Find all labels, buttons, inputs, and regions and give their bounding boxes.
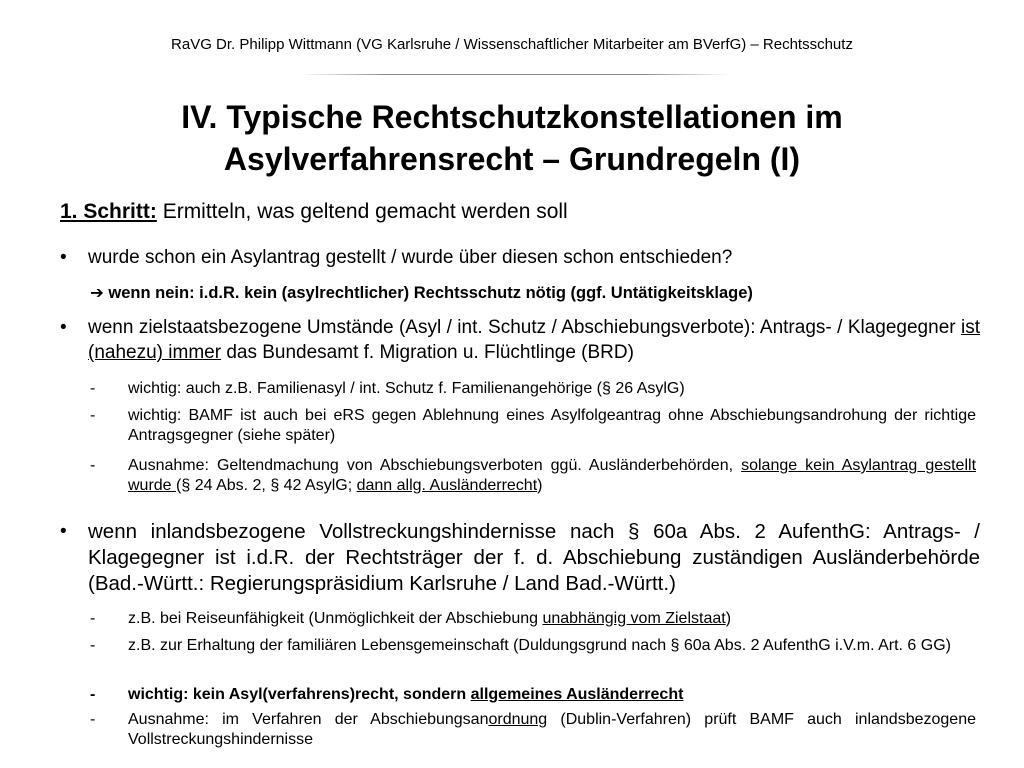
header-divider xyxy=(300,74,730,75)
text-part: wichtig: kein Asyl(verfahrens)recht, sondern xyxy=(128,686,471,703)
sub-item xyxy=(90,685,976,705)
bullet-text xyxy=(88,315,980,365)
sub-item xyxy=(90,379,976,399)
text-underlined: dann allg. Ausländerrecht xyxy=(356,477,538,494)
step-label: 1. Schritt: xyxy=(60,200,157,223)
bullet-domestic-obstacles xyxy=(60,519,980,597)
text-part: Ausnahme: im Verfahren der Abschiebungsan xyxy=(128,711,489,728)
sub-item-text xyxy=(128,685,976,705)
bullet-destination-state xyxy=(60,315,980,365)
dash-marker: - xyxy=(90,380,96,397)
text-part: (Dublin-Verfahren) prüft BAMF auch inlandsbezogene Vollstreckungshindernisse xyxy=(128,711,976,748)
bullet-consequence xyxy=(90,283,753,303)
bullet-marker: • xyxy=(60,247,67,268)
arrow-icon: ➔ xyxy=(90,284,104,302)
text-underlined: allgemeines Ausländerrecht xyxy=(470,686,684,703)
text-underlined: unabhängig vom Zielstaat xyxy=(542,610,726,627)
bullet-asylum-application xyxy=(60,245,980,270)
text-underlined: solange kein Asylantrag gestellt wurde xyxy=(128,457,977,494)
dash-marker: - xyxy=(90,457,96,474)
text-part: z.B. bei Reiseunfähigkeit (Unmöglichkeit der Abschiebung xyxy=(128,610,543,627)
title-line-2: Asylverfahrensrecht – Grundregeln (I) xyxy=(223,141,801,177)
dash-marker: - xyxy=(90,610,96,627)
bullet-text: wenn inlandsbezogene Vollstreckungshindernisse nach § 60a Abs. 2 AufenthG: Antrags- / Klagegegner ist i.d.R. der Rechtsträger der f. d. Abschiebung zuständigen Ausländerbehörde (Bad.-Württ.: Regierungspräsidium Karlsruhe / Land Bad.-Württ.) xyxy=(88,520,980,595)
sub-item-text xyxy=(128,456,976,496)
step-text: Ermitteln, was geltend gemacht werden soll xyxy=(156,200,568,223)
sub-item xyxy=(90,456,976,496)
consequence-text: wenn nein: i.d.R. kein (asylrechtlicher) Rechtsschutz nötig (ggf. Untätigkeitsklage) xyxy=(103,284,753,302)
text-part: Ausnahme: Geltendmachung von Abschiebungsverboten ggü. Ausländerbehörden, xyxy=(128,457,742,474)
sub-item xyxy=(90,636,976,656)
dash-marker: - xyxy=(90,637,96,654)
text-part: wenn zielstaatsbezogene Umstände (Asyl / int. Schutz / Abschiebungsverbote): Antrags- / Klagegegner xyxy=(88,317,961,338)
sub-item-text: z.B. zur Erhaltung der familiären Lebensgemeinschaft (Duldungsgrund nach § 60a Abs. 2 AufenthG i.V.m. Art. 6 GG) xyxy=(128,637,951,654)
step-heading xyxy=(60,200,568,224)
sub-item xyxy=(90,710,976,750)
sub-item-text: wichtig: auch z.B. Familienasyl / int. Schutz f. Familienangehörige (§ 26 AsylG) xyxy=(128,380,685,397)
bullet-text: wurde schon ein Asylantrag gestellt / wurde über diesen schon entschieden? xyxy=(88,247,733,268)
dash-marker: - xyxy=(90,407,96,424)
text-part: ) xyxy=(725,610,732,627)
bullet-marker: • xyxy=(60,521,67,542)
dash-marker: - xyxy=(90,686,96,703)
dash-marker: - xyxy=(90,711,96,728)
slide-header: RaVG Dr. Philipp Wittmann (VG Karlsruhe / Wissenschaftlicher Mitarbeiter am BVerfG) – Rechtsschutz xyxy=(171,36,853,53)
slide-title xyxy=(0,96,1024,180)
sub-item xyxy=(90,406,976,446)
sub-item-text xyxy=(128,710,976,750)
sub-item xyxy=(90,609,976,629)
text-underlined: ordnung xyxy=(488,711,548,728)
text-part: (§ 24 Abs. 2, § 42 AsylG; xyxy=(176,477,357,494)
text-underlined: ist (nahezu) immer xyxy=(88,317,980,363)
text-part: das Bundesamt f. Migration u. Flüchtlinge (BRD) xyxy=(221,342,634,363)
sub-item-text: wichtig: BAMF ist auch bei eRS gegen Ablehnung eines Asylfolgeantrag ohne Abschiebungsandrohung der richtige Antragsgegner (siehe später) xyxy=(128,407,976,444)
sub-item-text xyxy=(128,609,976,629)
bullet-marker: • xyxy=(60,317,67,338)
text-part: ) xyxy=(537,477,543,494)
title-line-1: IV. Typische Rechtschutzkonstellationen im xyxy=(181,99,843,135)
